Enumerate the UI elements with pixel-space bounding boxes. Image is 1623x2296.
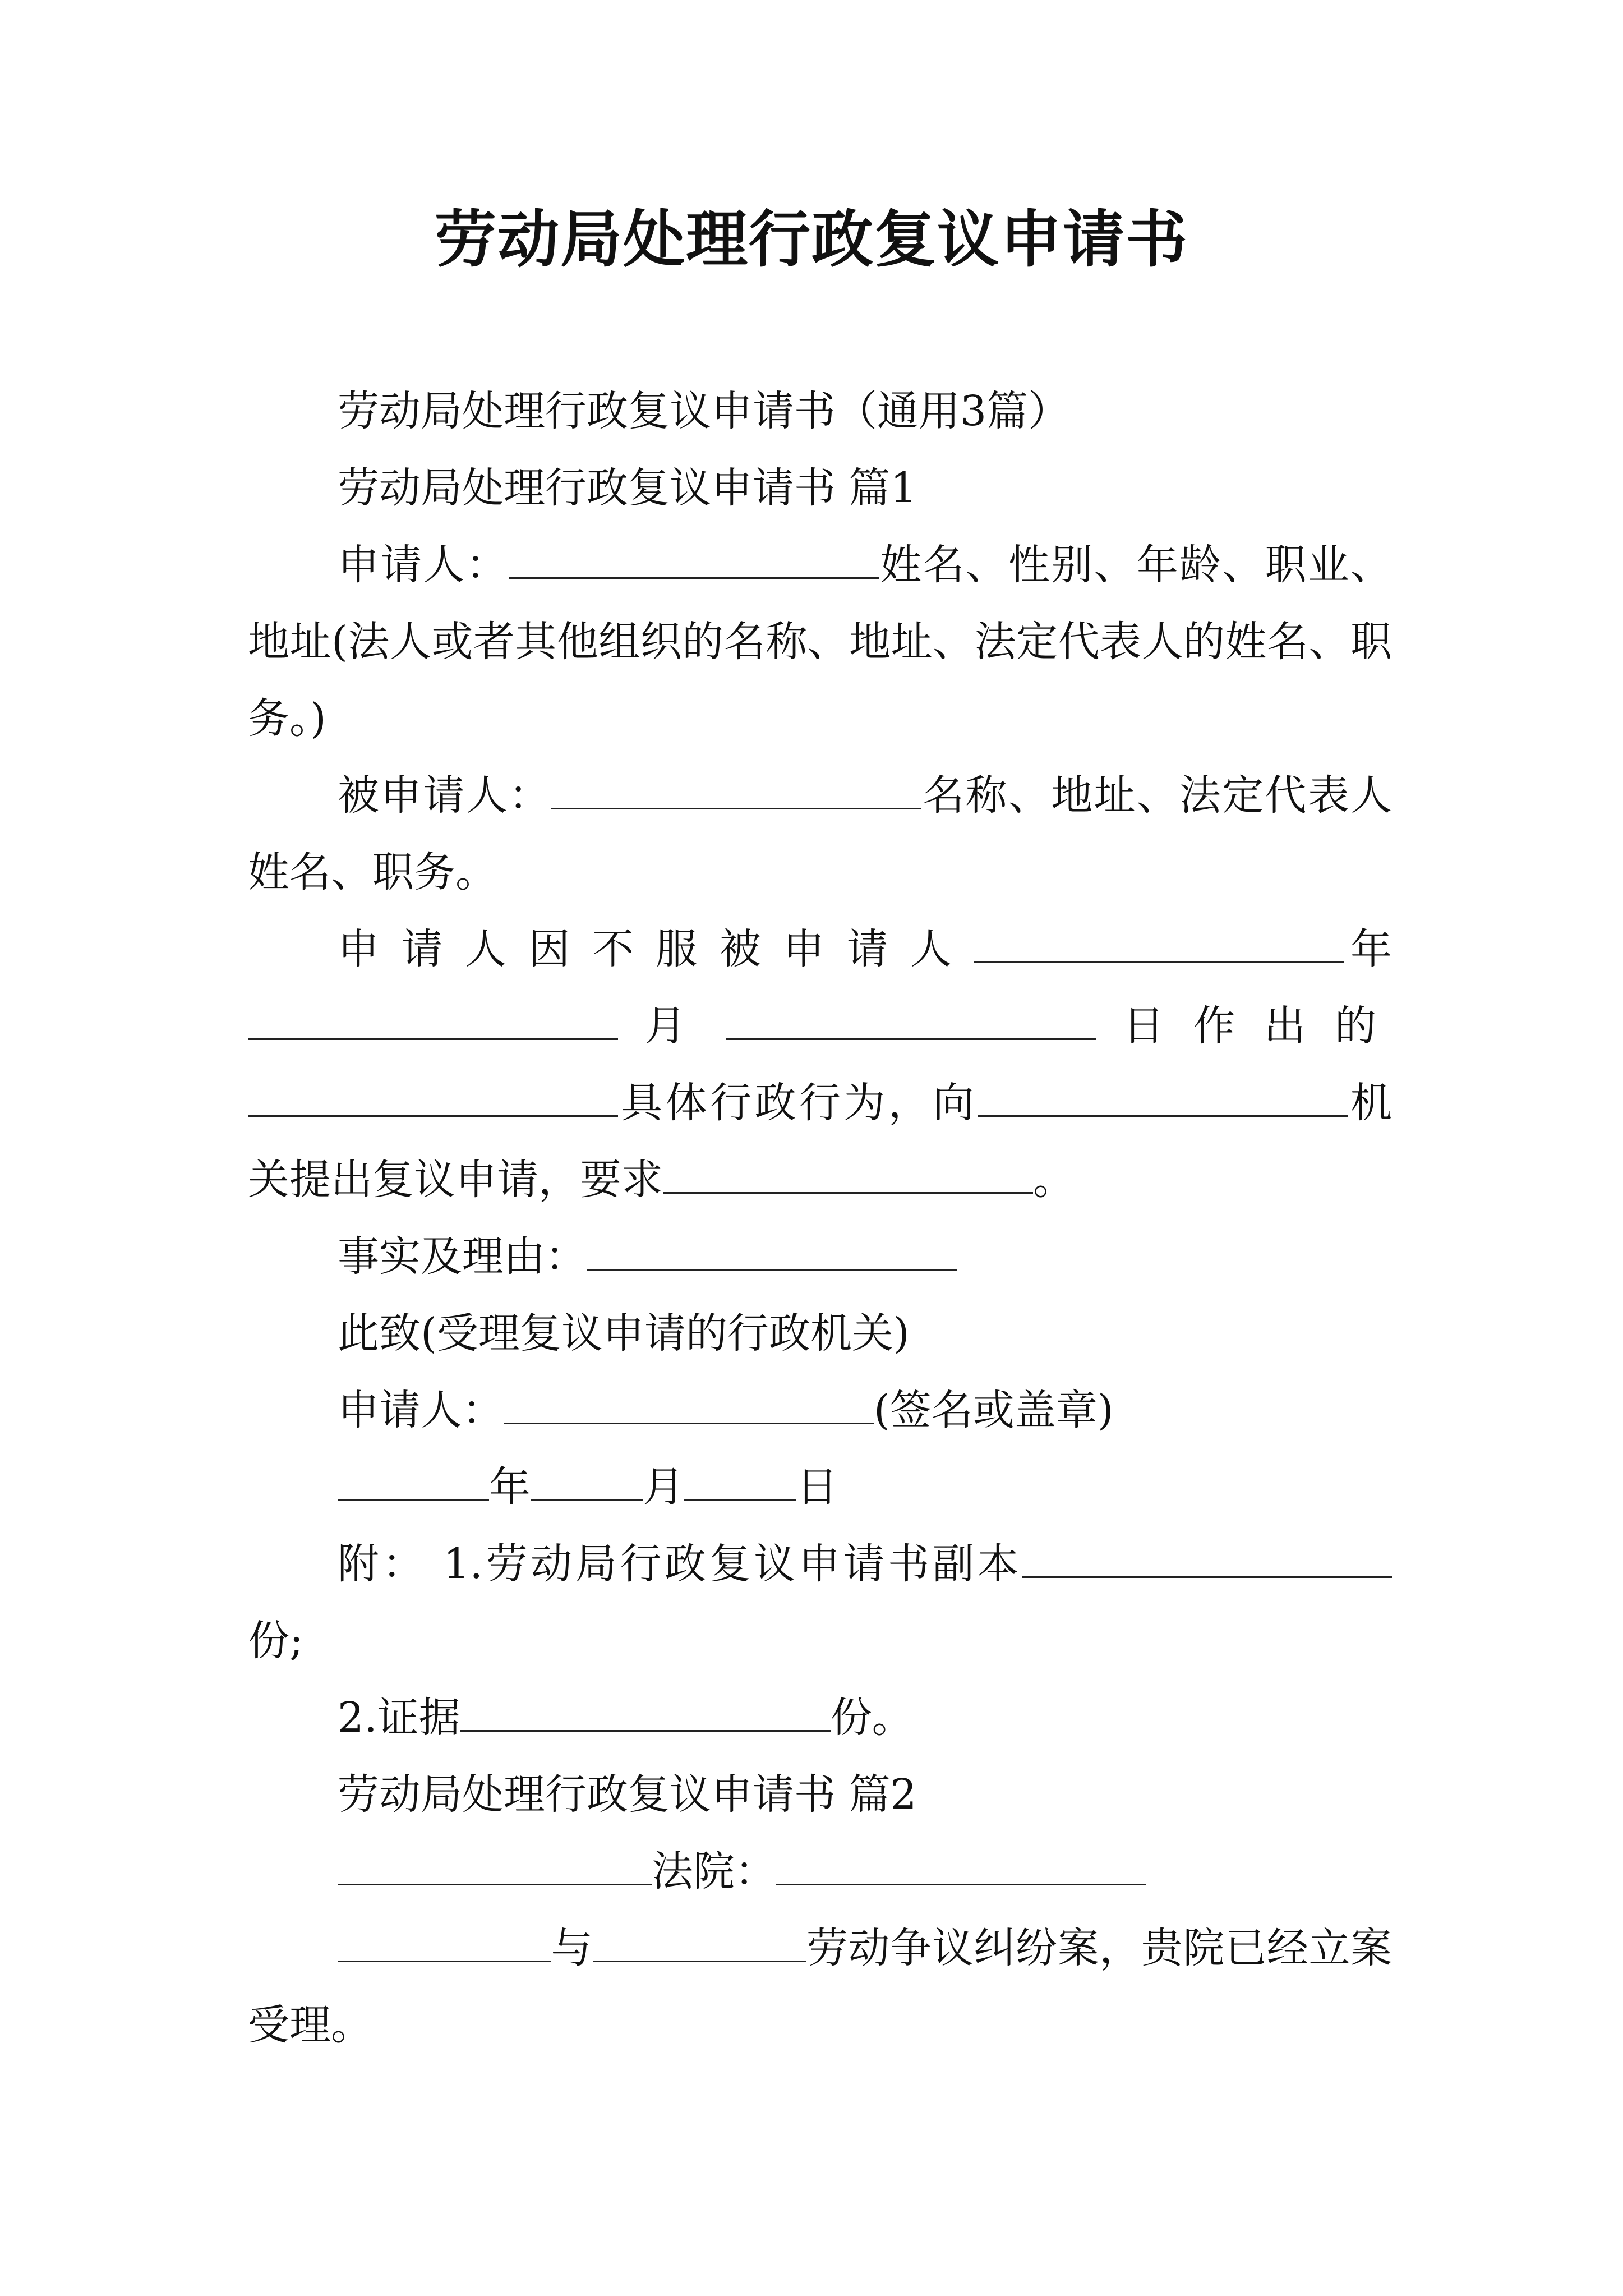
reason-blank-act bbox=[248, 1078, 618, 1117]
case-party-b-blank bbox=[593, 1923, 806, 1962]
reason-blank-year bbox=[974, 924, 1344, 963]
respondent-label: 被申请人： bbox=[338, 771, 552, 820]
applicant-blank bbox=[509, 540, 879, 579]
facts-blank bbox=[587, 1231, 957, 1271]
case-with: 与 bbox=[551, 1924, 593, 1972]
reason-act: 具体行政行为，向 bbox=[618, 1079, 978, 1127]
to-paragraph: 此致(受理复议申请的行政机关) bbox=[338, 1309, 910, 1358]
reason-blank-organ bbox=[978, 1078, 1348, 1117]
reason-organ: 机关提出复议申请，要求 bbox=[248, 1079, 1393, 1204]
court-paragraph bbox=[248, 1833, 1392, 1910]
attach-label: 附： bbox=[338, 1540, 427, 1588]
subtitle: 劳动局处理行政复议申请书（通用3篇） bbox=[338, 387, 1070, 435]
attach-2-end: 份。 bbox=[830, 1694, 914, 1742]
facts-label: 事实及理由： bbox=[338, 1232, 587, 1281]
reason-end: 。 bbox=[1033, 1156, 1075, 1204]
applicant-label: 申请人： bbox=[338, 541, 509, 589]
date-blank-day bbox=[684, 1462, 796, 1501]
court-name-blank bbox=[338, 1846, 652, 1885]
respondent-desc: 名称、地址、法定代表人姓名、职务。 bbox=[248, 771, 1392, 896]
reason-year: 年 bbox=[1344, 925, 1393, 973]
respondent-blank bbox=[551, 770, 921, 809]
reason-paragraph bbox=[248, 911, 1392, 1218]
sign-label: 申请人： bbox=[338, 1386, 504, 1434]
attach-1: 1.劳动局行政复议申请书副本 bbox=[443, 1540, 1022, 1588]
reason-month: 月 bbox=[644, 1002, 700, 1050]
reason-blank-request bbox=[663, 1154, 1033, 1194]
date-month: 月 bbox=[643, 1463, 684, 1511]
attachment-1-paragraph bbox=[248, 1526, 1392, 1680]
case-party-a-blank bbox=[338, 1923, 551, 1962]
attach-1-end: 份; bbox=[248, 1617, 303, 1665]
reason-blank-month bbox=[248, 1001, 618, 1040]
document-title: 劳动局处理行政复议申请书 bbox=[435, 203, 1188, 275]
reason-day-made: 日作出的 bbox=[1123, 1002, 1393, 1050]
respondent-paragraph bbox=[248, 757, 1392, 911]
signature-paragraph bbox=[248, 1372, 1392, 1449]
reason-intro: 申请人因不服被申请人 bbox=[338, 925, 974, 973]
court-label: 法院： bbox=[652, 1847, 776, 1895]
reason-blank-day bbox=[726, 1001, 1096, 1040]
date-paragraph bbox=[248, 1449, 1392, 1526]
date-day: 日 bbox=[796, 1463, 838, 1511]
part1-heading: 劳动局处理行政复议申请书 篇1 bbox=[338, 464, 917, 512]
date-blank-year bbox=[338, 1462, 489, 1501]
facts-paragraph bbox=[248, 1218, 1392, 1295]
court-blank bbox=[776, 1846, 1146, 1885]
document-body bbox=[248, 373, 1392, 2064]
sign-blank bbox=[504, 1385, 874, 1424]
attachment-2-paragraph bbox=[248, 1680, 1392, 1756]
case-paragraph bbox=[248, 1910, 1392, 2064]
applicant-desc: 姓名、性别、年龄、职业、地址(法人或者其他组织的名称、地址、法定代表人的姓名、职务。) bbox=[248, 541, 1392, 743]
attach-2-blank bbox=[460, 1692, 831, 1732]
sign-note: (签名或盖章) bbox=[874, 1386, 1114, 1434]
applicant-paragraph bbox=[248, 527, 1392, 757]
date-year: 年 bbox=[489, 1463, 531, 1511]
case-desc: 劳动争议纠纷案，贵院已经立案受理。 bbox=[248, 1924, 1392, 2049]
attach-1-blank bbox=[1022, 1539, 1392, 1578]
attach-2: 2.证据 bbox=[338, 1694, 460, 1742]
date-blank-month bbox=[531, 1462, 643, 1501]
part2-heading: 劳动局处理行政复议申请书 篇2 bbox=[338, 1770, 917, 1819]
